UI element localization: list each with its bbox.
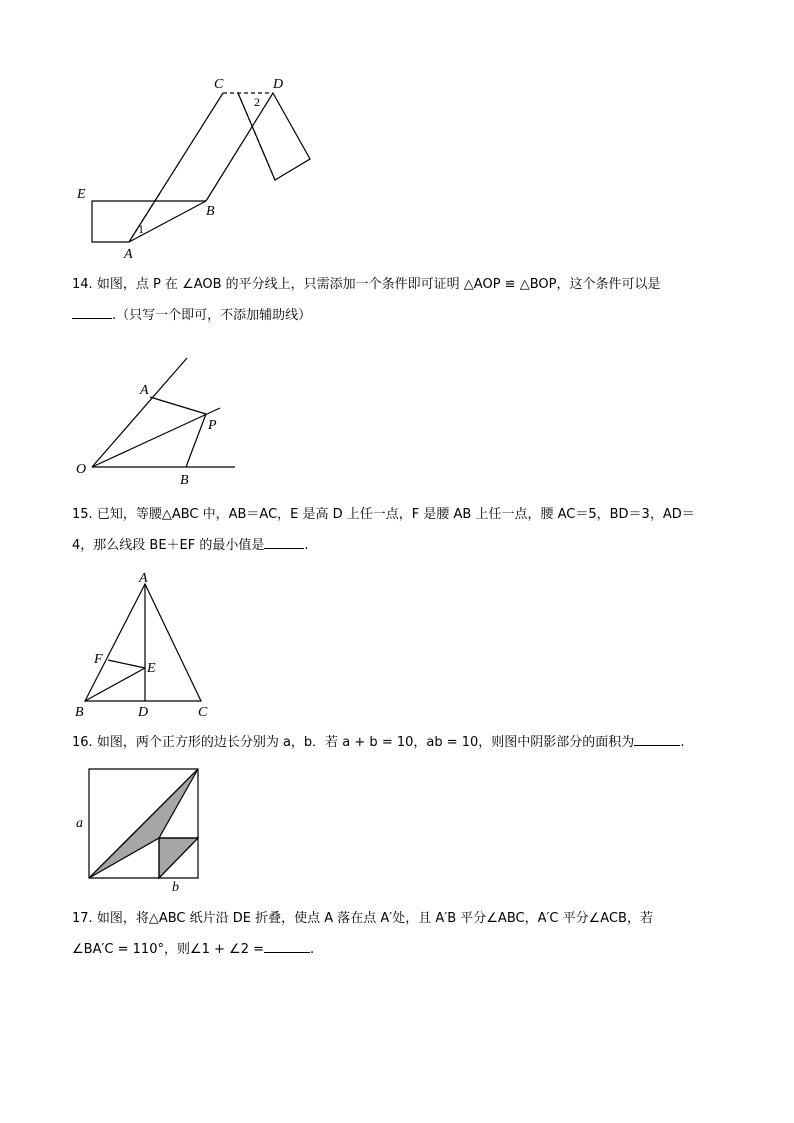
answer-blank[interactable] xyxy=(634,731,680,746)
label-f: F xyxy=(94,652,103,667)
label-a: A xyxy=(124,247,133,262)
question-text: 如图，两个正方形的边长分别为 a，b．若 a + b = 10，ab = 10，则图中阴影部分的面积为 xyxy=(96,735,635,750)
diagonal-large xyxy=(89,769,198,878)
question-14-line-1 xyxy=(72,269,722,300)
question-15-line-2 xyxy=(72,530,722,561)
label-e: E xyxy=(77,187,86,202)
label-e: E xyxy=(147,661,156,676)
label-d: D xyxy=(138,705,149,720)
label-angle-1: 1 xyxy=(138,222,144,236)
question-number: 14. xyxy=(72,277,93,292)
question-16-line-1 xyxy=(72,727,722,758)
label-b: b xyxy=(172,880,179,895)
segment-ap xyxy=(150,397,206,414)
question-number: 15. xyxy=(72,507,93,522)
question-17-line-2 xyxy=(72,934,722,965)
label-b: B xyxy=(206,204,215,219)
figure-15-diagram xyxy=(70,570,220,720)
label-angle-2: 2 xyxy=(254,95,260,109)
question-text: . xyxy=(680,735,685,750)
question-text: .（只写一个即可，不添加辅助线） xyxy=(112,308,312,323)
label-p: P xyxy=(208,418,217,433)
question-number: 16. xyxy=(72,735,93,750)
question-17-line-1 xyxy=(72,903,722,934)
folded-flap xyxy=(238,93,310,180)
label-b: B xyxy=(75,705,84,720)
rect-e-outline xyxy=(92,201,206,242)
answer-blank[interactable] xyxy=(72,304,112,319)
question-14-line-2 xyxy=(72,300,722,331)
question-text: 如图，点 P 在 ∠AOB 的平分线上，只需添加一个条件即可证明 △AOP ≌ △BOP，这个条件可以是 xyxy=(96,277,661,292)
question-number: 17. xyxy=(72,911,93,926)
label-c: C xyxy=(198,705,208,720)
label-a: A xyxy=(139,571,148,586)
figure-16-diagram xyxy=(70,765,210,895)
segment-fe xyxy=(108,660,145,668)
label-a: a xyxy=(76,816,83,831)
figure-14-diagram xyxy=(70,350,250,488)
bisector-op xyxy=(92,408,220,467)
label-o: O xyxy=(76,462,87,477)
question-text: ∠BA′C = 110°，则∠1 + ∠2 = xyxy=(72,942,264,957)
label-d: D xyxy=(273,77,284,92)
triangle-abc xyxy=(85,584,201,701)
question-text: 已知，等腰△ABC 中，AB＝AC，E 是高 D 上任一点，F 是腰 AB 上任一点，腰 AC＝5，BD＝3，AD＝ xyxy=(96,507,695,522)
question-text: 4，那么线段 BE＋EF 的最小值是 xyxy=(72,538,265,553)
question-text: . xyxy=(310,942,315,957)
question-17 xyxy=(72,903,722,965)
ray-oa xyxy=(92,358,187,467)
label-c: C xyxy=(214,77,224,92)
answer-blank[interactable] xyxy=(264,534,304,549)
question-15 xyxy=(72,499,722,561)
answer-blank[interactable] xyxy=(264,938,310,953)
label-b: B xyxy=(180,473,189,488)
figure-13-diagram xyxy=(60,60,340,270)
question-text: 如图，将△ABC 纸片沿 DE 折叠，使点 A 落在点 A′处，且 A′B 平分∠ABC，A′C 平分∠ACB，若 xyxy=(96,911,653,926)
question-15-line-1 xyxy=(72,499,722,530)
label-a: A xyxy=(140,383,149,398)
question-16 xyxy=(72,727,722,758)
segment-bc xyxy=(206,93,273,201)
question-14 xyxy=(72,269,722,331)
question-text: . xyxy=(304,538,309,553)
